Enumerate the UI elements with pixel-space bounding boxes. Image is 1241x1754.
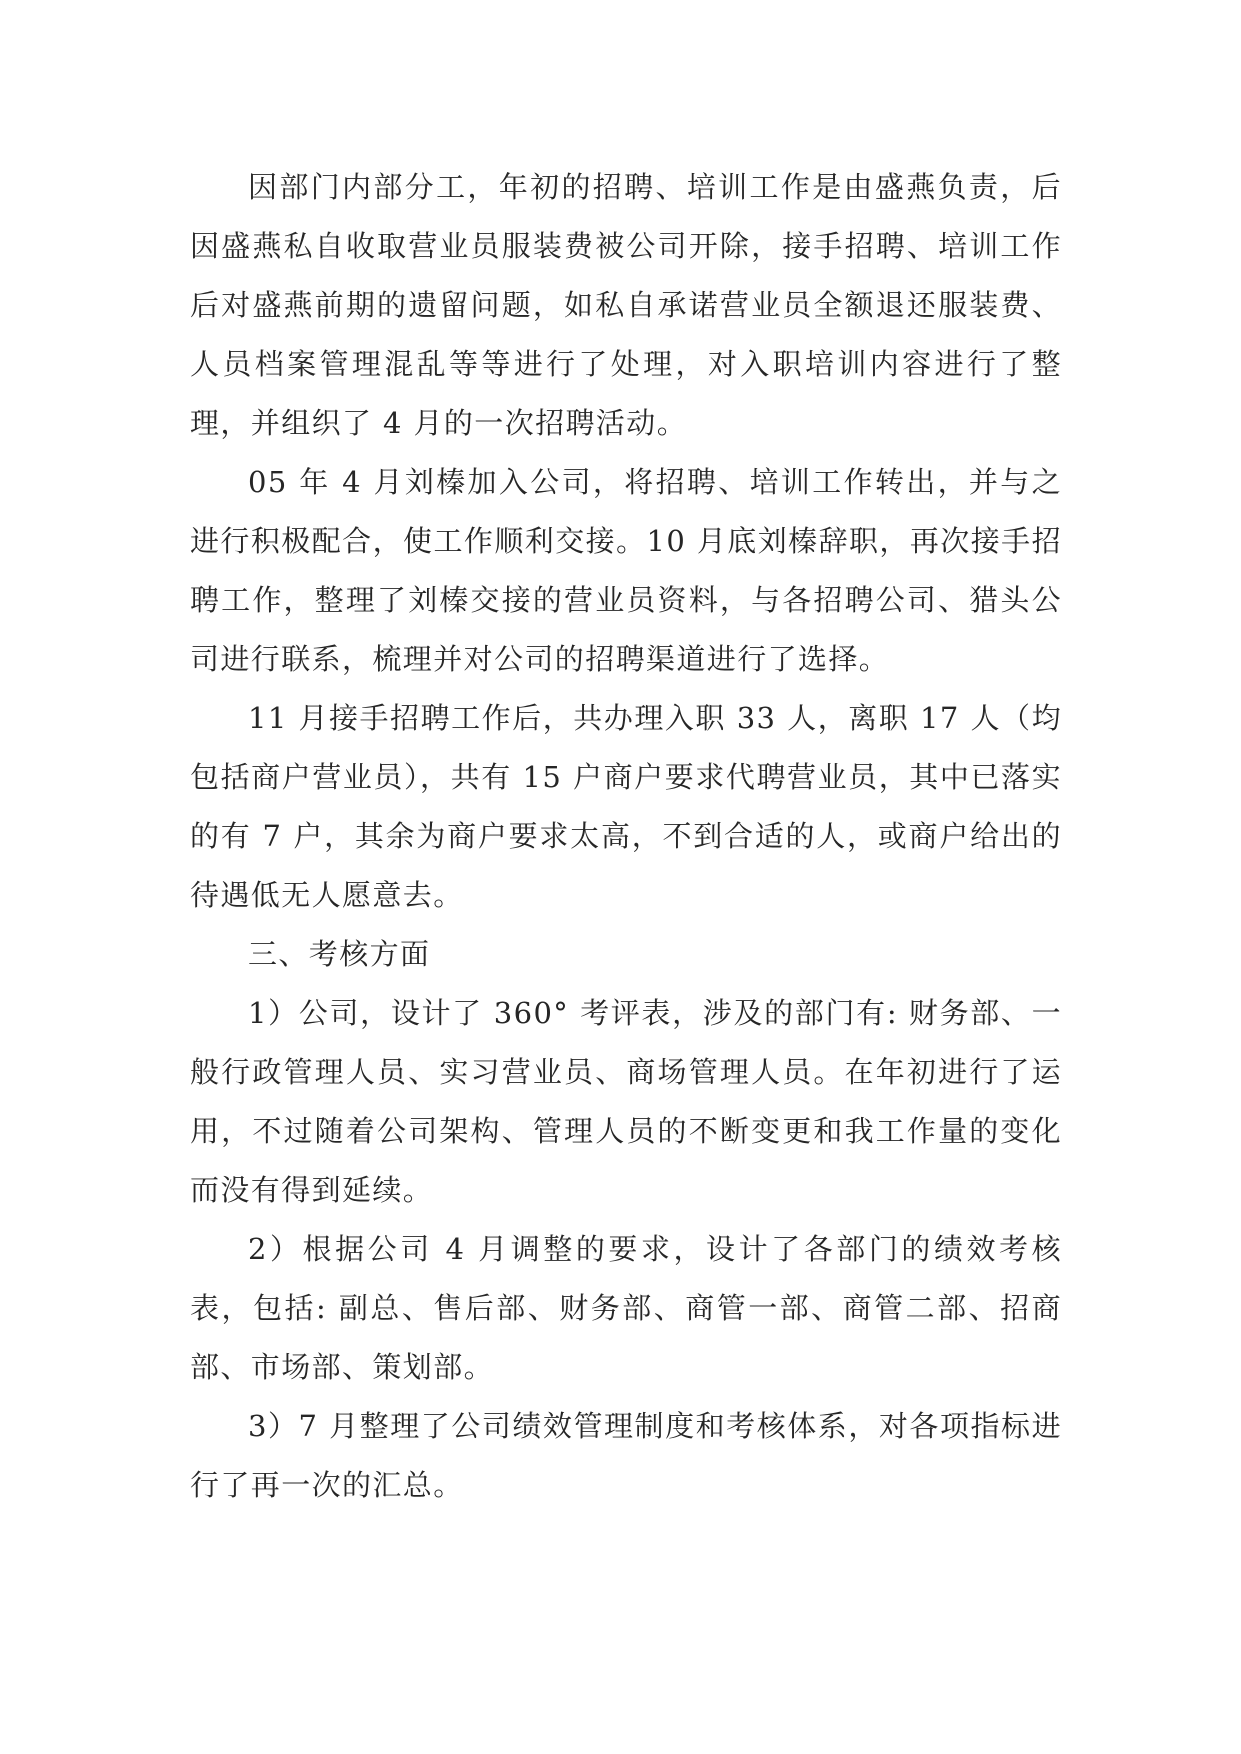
paragraph-assessment-3: 3）7 月整理了公司绩效管理制度和考核体系，对各项指标进行了再一次的汇总。 [190,1409,1062,1502]
document-body [190,158,1062,1515]
paragraph-liu-zhen: 05 年 4 月刘榛加入公司，将招聘、培训工作转出，并与之进行积极配合，使工作顺利交接。10 月底刘榛辞职，再次接手招聘工作，整理了刘榛交接的营业员资料，与各招聘公司、猎头公司进行联系，梳理并对公司的招聘渠道进行了选择。 [190,465,1062,676]
paragraph-november-hiring: 11 月接手招聘工作后，共办理入职 33 人，离职 17 人（均包括商户营业员），共有 15 户商户要求代聘营业员，其中已落实的有 7 户，其余为商户要求太高，不到合适的人，或商户给出的待遇低无人愿意去。 [190,701,1062,912]
paragraph-recruitment-handover: 因部门内部分工，年初的招聘、培训工作是由盛燕负责，后因盛燕私自收取营业员服装费被公司开除，接手招聘、培训工作后对盛燕前期的遗留问题，如私自承诺营业员全额退还服装费、人员档案管理混乱等等进行了处理，对入职培训内容进行了整理，并组织了 4 月的一次招聘活动。 [190,170,1062,440]
paragraph-assessment-1: 1）公司，设计了 360° 考评表，涉及的部门有: 财务部、一般行政管理人员、实习营业员、商场管理人员。在年初进行了运用，不过随着公司架构、管理人员的不断变更和我工作量的变化而没有得到延续。 [190,996,1062,1207]
section-heading-assessment: 三、考核方面 [248,937,431,971]
paragraph-assessment-2: 2）根据公司 4 月调整的要求，设计了各部门的绩效考核表，包括: 副总、售后部、财务部、商管一部、商管二部、招商部、市场部、策划部。 [190,1232,1062,1384]
